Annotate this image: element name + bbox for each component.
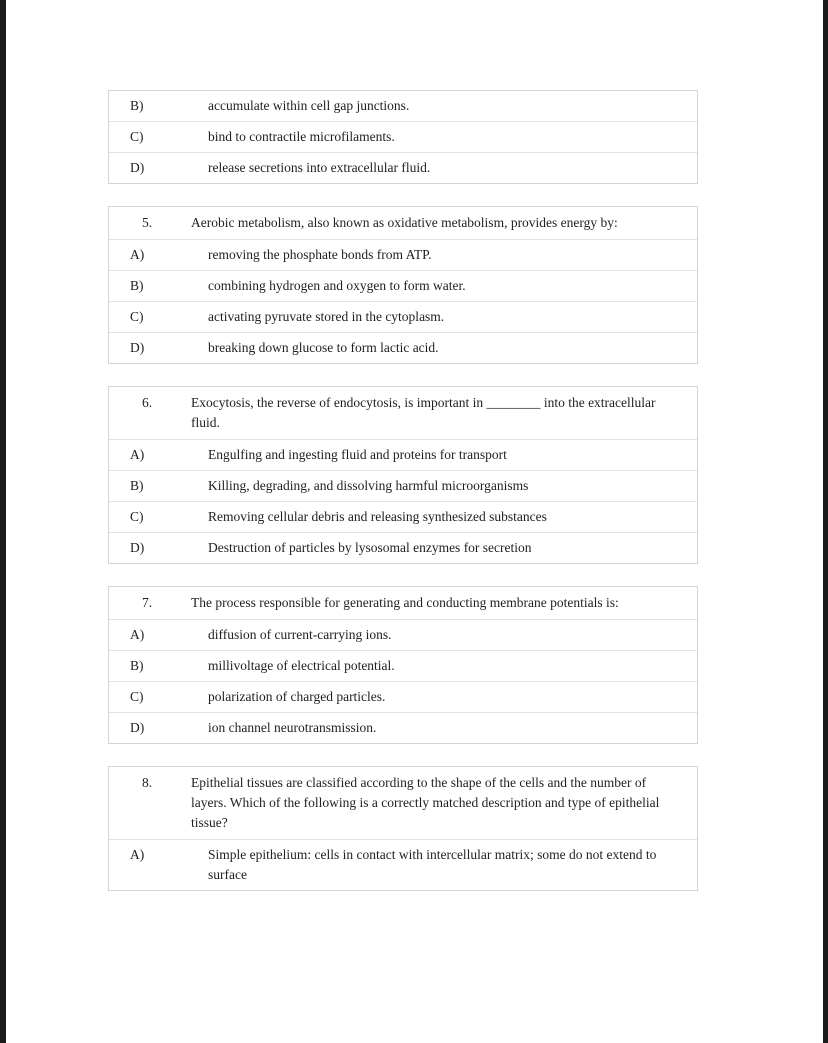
option-letter: C) xyxy=(130,509,144,524)
option-letter: B) xyxy=(130,98,144,113)
option-row xyxy=(109,121,697,152)
option-row xyxy=(109,439,697,470)
question-row xyxy=(109,387,697,439)
option-row xyxy=(109,91,697,121)
option-row xyxy=(109,712,697,743)
option-text: Destruction of particles by lysosomal enzymes for secretion xyxy=(208,540,532,555)
option-text: bind to contractile microfilaments. xyxy=(208,129,395,144)
viewer-right-edge xyxy=(823,0,828,1043)
option-row xyxy=(109,681,697,712)
option-letter: B) xyxy=(130,658,144,673)
question-text: Aerobic metabolism, also known as oxidative metabolism, provides energy by: xyxy=(191,215,618,230)
option-row xyxy=(109,839,697,890)
option-text: removing the phosphate bonds from ATP. xyxy=(208,247,432,262)
option-letter: B) xyxy=(130,478,144,493)
question-row xyxy=(109,767,697,839)
question-text: Exocytosis, the reverse of endocytosis, is important in ________ into the extracellular fluid. xyxy=(191,395,656,430)
option-text: millivoltage of electrical potential. xyxy=(208,658,395,673)
option-row xyxy=(109,301,697,332)
option-text: diffusion of current-carrying ions. xyxy=(208,627,392,642)
option-text: combining hydrogen and oxygen to form water. xyxy=(208,278,466,293)
question-number: 7. xyxy=(142,595,153,610)
option-text: breaking down glucose to form lactic acid. xyxy=(208,340,439,355)
option-row xyxy=(109,332,697,363)
option-text: accumulate within cell gap junctions. xyxy=(208,98,410,113)
question-table-5 xyxy=(108,206,698,364)
question-table-7 xyxy=(108,586,698,744)
question-text: Epithelial tissues are classified according to the shape of the cells and the number of layers. Which of the following is a correctly matched description and type of epithelial tissue? xyxy=(191,775,660,830)
quiz-page-content xyxy=(108,90,698,913)
option-text: ion channel neurotransmission. xyxy=(208,720,377,735)
option-letter: C) xyxy=(130,309,144,324)
option-letter: D) xyxy=(130,340,145,355)
question-number: 6. xyxy=(142,395,153,410)
option-letter: A) xyxy=(130,627,145,642)
option-row xyxy=(109,239,697,270)
option-letter: C) xyxy=(130,689,144,704)
option-text: activating pyruvate stored in the cytoplasm. xyxy=(208,309,445,324)
option-text: polarization of charged particles. xyxy=(208,689,386,704)
question-row xyxy=(109,207,697,239)
option-row xyxy=(109,619,697,650)
option-text: Simple epithelium: cells in contact with intercellular matrix; some do not extend to surface xyxy=(208,847,657,882)
option-row xyxy=(109,470,697,501)
question-text: The process responsible for generating and conducting membrane potentials is: xyxy=(191,595,619,610)
option-text: Engulfing and ingesting fluid and proteins for transport xyxy=(208,447,507,462)
question-table-6 xyxy=(108,386,698,564)
option-row xyxy=(109,532,697,563)
option-letter: D) xyxy=(130,720,145,735)
option-row xyxy=(109,270,697,301)
question-table-partial xyxy=(108,90,698,184)
question-number: 5. xyxy=(142,215,153,230)
option-letter: A) xyxy=(130,847,145,862)
option-text: Killing, degrading, and dissolving harmful microorganisms xyxy=(208,478,529,493)
option-letter: D) xyxy=(130,160,145,175)
option-letter: D) xyxy=(130,540,145,555)
option-letter: C) xyxy=(130,129,144,144)
question-table-8 xyxy=(108,766,698,891)
option-letter: B) xyxy=(130,278,144,293)
option-text: Removing cellular debris and releasing synthesized substances xyxy=(208,509,547,524)
option-row xyxy=(109,650,697,681)
question-row xyxy=(109,587,697,619)
option-row xyxy=(109,152,697,183)
option-row xyxy=(109,501,697,532)
option-text: release secretions into extracellular fluid. xyxy=(208,160,431,175)
question-number: 8. xyxy=(142,775,153,790)
option-letter: A) xyxy=(130,447,145,462)
viewer-left-edge xyxy=(0,0,6,1043)
option-letter: A) xyxy=(130,247,145,262)
